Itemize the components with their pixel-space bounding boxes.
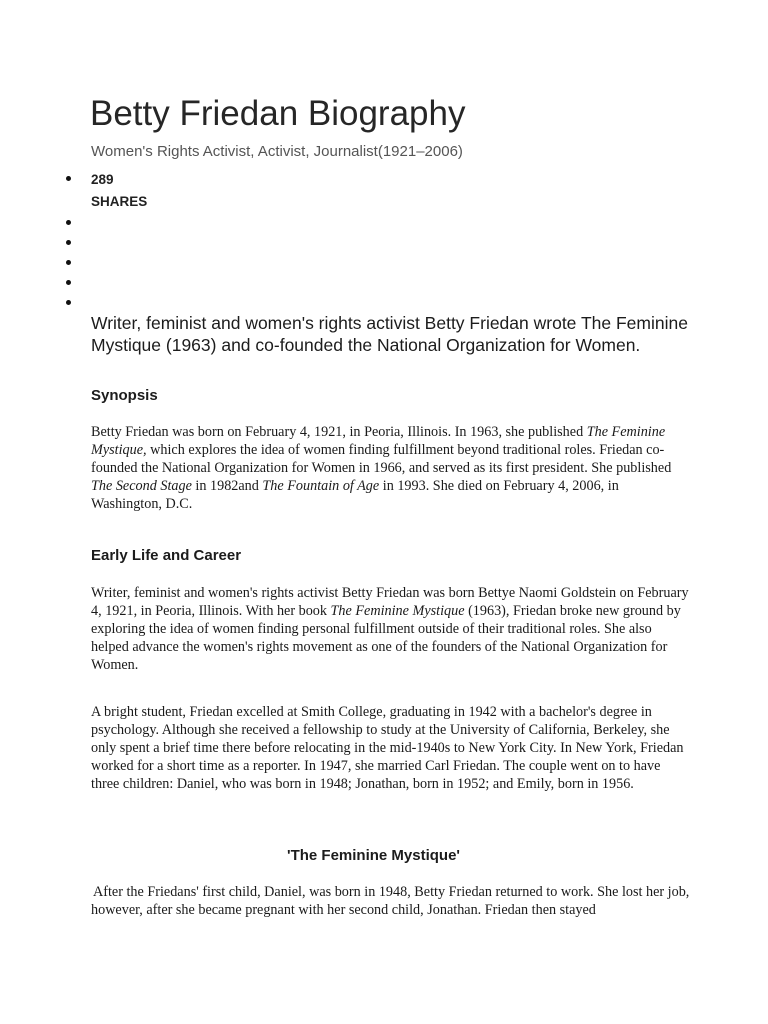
lead-summary: Writer, feminist and women's rights activist Betty Friedan wrote The Feminine Mystique (1963) and co-founded the National Organization for Women. <box>91 313 688 355</box>
early-life-heading: Early Life and Career <box>91 547 242 564</box>
shares-label: SHARES <box>91 194 148 209</box>
early-life-paragraph-1 <box>91 584 691 674</box>
text-run: (1963), Friedan broke new ground by exploring the idea of women finding personal fulfillment outside of their traditional roles. She also helped advance the women's rights movement as one of the founders of the National Organization for Women. <box>91 603 681 673</box>
mystique-paragraph-1: After the Friedans' first child, Daniel, was born in 1948, Betty Friedan returned to work. She lost her job, however, after she became pregnant with her second child, Jonathan. Friedan then stayed <box>91 884 690 918</box>
early-life-paragraph-2: A bright student, Friedan excelled at Smith College, graduating in 1942 with a bachelor's degree in psychology. Although she received a fellowship to study at the University of California, Berkeley, she only spent a brief time there before relocating in the mid-1940s to New York City. In New York, Friedan worked for a short time as a reporter. In 1947, she married Carl Friedan. The couple went on to have three children: Daniel, who was born in 1948; Jonathan, born in 1952; and Emily, born in 1956. <box>91 704 684 792</box>
share-list-item[interactable] <box>65 259 73 267</box>
text-run: Betty Friedan was born on February 4, 1921, in Peoria, Illinois. In 1963, she published <box>91 424 587 440</box>
shares-count: 289 <box>91 172 114 187</box>
text-run: Writer, feminist and women's rights activist Betty Friedan was born Bettye Naomi Goldstein on February 4, 1921, in Peoria, Illinois. With her book <box>91 585 689 619</box>
share-list-item[interactable] <box>65 239 73 247</box>
synopsis-heading: Synopsis <box>91 387 158 404</box>
book-title: The Second Stage <box>91 478 192 494</box>
page-title: Betty Friedan Biography <box>90 94 466 133</box>
synopsis-paragraph <box>91 423 691 513</box>
page-subtitle: Women's Rights Activist, Activist, Journalist(1921–2006) <box>91 143 463 160</box>
text-run: which explores the idea of women finding fulfillment beyond traditional roles. Friedan co-founded the National Organization for Women in 1966, and served as its first president. She published <box>91 442 672 476</box>
share-list-item <box>65 175 73 183</box>
share-list-item[interactable] <box>65 299 73 307</box>
share-list-item[interactable] <box>65 219 73 227</box>
text-run: in 1982and <box>191 478 263 494</box>
share-list-item[interactable] <box>65 279 73 287</box>
mystique-heading: 'The Feminine Mystique' <box>287 847 460 864</box>
text-run: in 1993. She died on February 4, 2006, in Washington, D.C. <box>91 478 619 512</box>
book-title: The Feminine Mystique <box>330 603 465 619</box>
book-title: The Feminine Mystique, <box>91 424 666 458</box>
book-title: The Fountain of Age <box>262 478 380 494</box>
